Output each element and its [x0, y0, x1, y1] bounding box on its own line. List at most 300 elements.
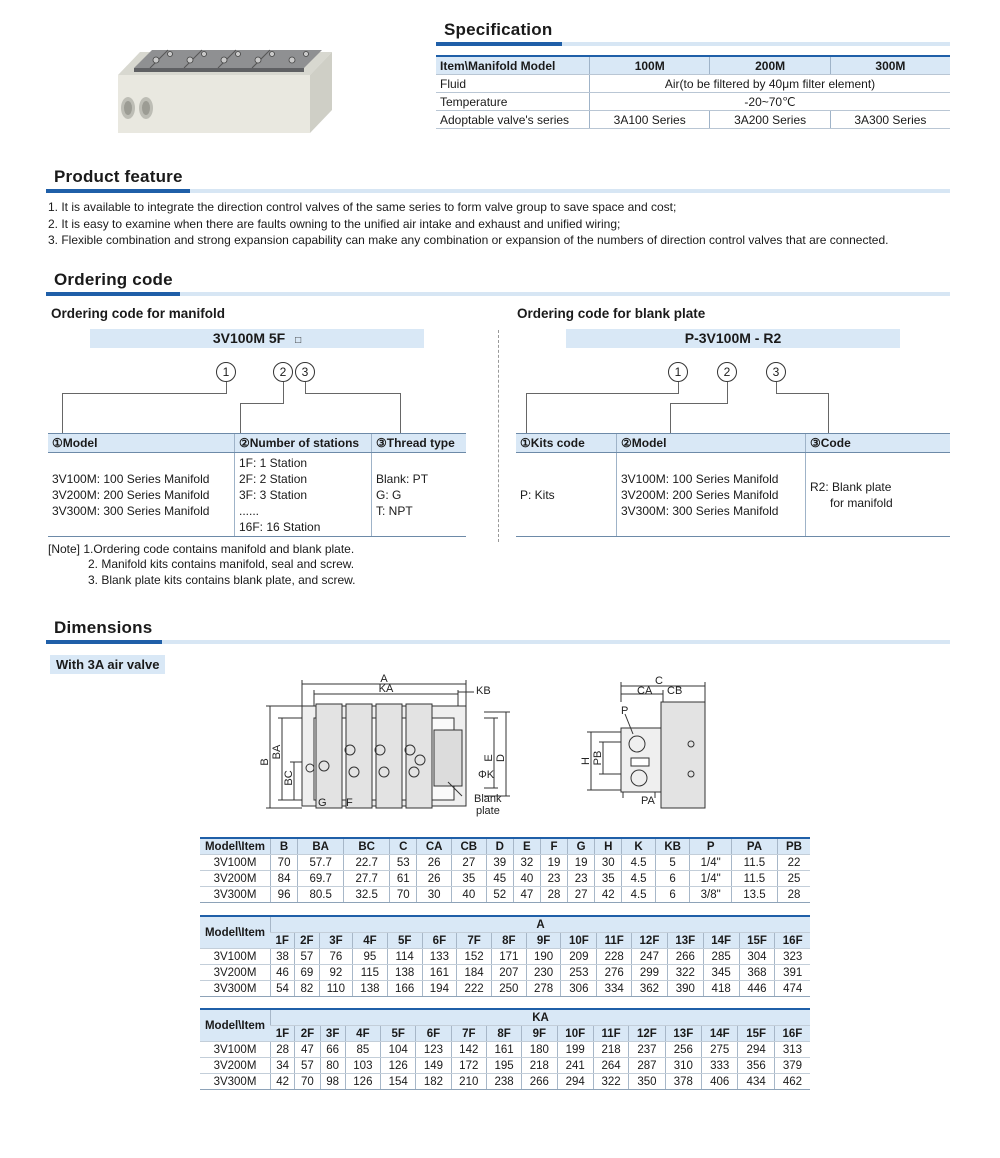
row-model: 3V100M — [200, 855, 271, 871]
table-cell: 84 — [271, 871, 298, 887]
kits-line: P: Kits — [520, 487, 555, 502]
table-cell: 172 — [451, 1058, 486, 1074]
table-cell: 5 — [655, 855, 690, 871]
table-cell: 80.5 — [298, 887, 344, 903]
table2-header-cell: 9F — [526, 933, 561, 949]
table3-header-cell: 11F — [593, 1026, 628, 1042]
table-cell: 53 — [390, 855, 417, 871]
table1-header-row — [200, 838, 810, 855]
table-cell: 11.5 — [731, 871, 777, 887]
table-cell: 114 — [387, 949, 422, 965]
spec-header-100m: 100M — [590, 56, 710, 75]
table-cell: 210 — [451, 1074, 486, 1090]
table1-header-cell: F — [540, 838, 567, 855]
table-cell: 133 — [422, 949, 457, 965]
table-cell: 180 — [522, 1042, 557, 1058]
spec-valve-300: 3A300 Series — [830, 111, 950, 129]
table-cell: 362 — [632, 981, 668, 997]
dimension-table-3 — [200, 1008, 810, 1090]
side-label-ca: CA — [637, 685, 653, 697]
table-cell: 190 — [526, 949, 561, 965]
table3-header-cell: 13F — [665, 1026, 701, 1042]
manifold-col-thread: ③Thread type — [372, 434, 467, 453]
spec-title-bar — [436, 42, 950, 46]
table-cell: 6 — [655, 887, 690, 903]
table-cell: 110 — [319, 981, 352, 997]
spec-table — [436, 55, 950, 129]
table-cell: 379 — [774, 1058, 810, 1074]
row-model: 3V200M — [200, 965, 271, 981]
table-cell: 323 — [775, 949, 810, 965]
feature-title: Product feature — [54, 167, 183, 186]
connector-line — [62, 393, 227, 394]
table-cell: 154 — [381, 1074, 416, 1090]
table2-header-cell: 7F — [457, 933, 492, 949]
table2-header-cell: 10F — [561, 933, 597, 949]
dimension-table-1 — [200, 837, 810, 903]
table-cell: 345 — [703, 965, 739, 981]
table-cell: 38 — [271, 949, 295, 965]
circle-2: 2 — [273, 362, 293, 382]
table-cell: 161 — [486, 1042, 521, 1058]
model-line: 3V100M: 100 Series Manifold — [52, 471, 210, 486]
dim-label-e: E — [483, 754, 495, 762]
table2-header-cell: 12F — [632, 933, 668, 949]
table3-corner: Model\Item — [200, 1009, 271, 1042]
table-cell: 52 — [486, 887, 513, 903]
manifold-code — [90, 329, 424, 348]
table-cell: 80 — [320, 1058, 345, 1074]
table-cell: 32 — [513, 855, 540, 871]
table-cell: 138 — [353, 981, 388, 997]
table2-header-cell: 3F — [319, 933, 352, 949]
dim-label-a: A — [380, 673, 388, 685]
row-model: 3V100M — [200, 1042, 271, 1058]
table3-header-cell: 16F — [774, 1026, 810, 1042]
row-model: 3V100M — [200, 949, 271, 965]
dimensions-title: Dimensions — [54, 618, 153, 637]
manifold-photo — [110, 40, 340, 140]
table-cell: 123 — [416, 1042, 451, 1058]
table-cell: 391 — [775, 965, 810, 981]
table3-header-cell: 12F — [629, 1026, 665, 1042]
table2-header-cell: 14F — [703, 933, 739, 949]
table-cell: 368 — [739, 965, 775, 981]
blank-kits-cell — [516, 453, 617, 537]
table-row — [200, 871, 810, 887]
table-cell: 40 — [513, 871, 540, 887]
table-cell: 35 — [595, 871, 622, 887]
table-cell: 27 — [451, 855, 486, 871]
table-cell: 350 — [629, 1074, 665, 1090]
table-cell: 3/8" — [690, 887, 731, 903]
station-line: 1F: 1 Station — [239, 455, 308, 470]
table-cell: 247 — [632, 949, 668, 965]
table-cell: 40 — [451, 887, 486, 903]
side-label-cb: CB — [667, 685, 683, 697]
row-model: 3V300M — [200, 981, 271, 997]
table-cell: 13.5 — [731, 887, 777, 903]
table2-header-cell: 4F — [353, 933, 388, 949]
table-cell: 266 — [522, 1074, 557, 1090]
spec-header-200m: 200M — [710, 56, 830, 75]
table-cell: 322 — [667, 965, 703, 981]
table2-header-cell: 16F — [775, 933, 810, 949]
table-cell: 22 — [777, 855, 810, 871]
table3-header-cell: 4F — [345, 1026, 380, 1042]
table-cell: 294 — [557, 1074, 593, 1090]
table-cell: 70 — [295, 1074, 320, 1090]
dim-label-ka: KA — [378, 683, 394, 695]
table-cell: 209 — [561, 949, 597, 965]
dim-label-d: D — [495, 754, 507, 762]
spec-valve-100: 3A100 Series — [590, 111, 710, 129]
table2-header-cell: 6F — [422, 933, 457, 949]
table-cell: 184 — [457, 965, 492, 981]
table-cell: 446 — [739, 981, 775, 997]
table-row — [200, 949, 810, 965]
ordering-divider — [498, 330, 499, 542]
table-cell: 149 — [416, 1058, 451, 1074]
table2-header-row — [200, 933, 810, 949]
station-line: 2F: 2 Station — [239, 471, 308, 486]
table-cell: 57 — [295, 1058, 320, 1074]
connector-line — [62, 393, 63, 433]
table-cell: 434 — [738, 1074, 774, 1090]
spec-valve-200: 3A200 Series — [710, 111, 830, 129]
table-cell: 26 — [417, 855, 452, 871]
table1-header-cell: CB — [451, 838, 486, 855]
table2-group: A — [271, 916, 811, 933]
station-line: 16F: 16 Station — [239, 519, 321, 534]
table-cell: 66 — [320, 1042, 345, 1058]
side-label-pb: PB — [592, 750, 604, 766]
table-cell: 19 — [568, 855, 595, 871]
table-cell: 253 — [561, 965, 597, 981]
table-cell: 276 — [597, 965, 632, 981]
station-line: ...... — [239, 503, 260, 518]
table-cell: 218 — [593, 1042, 628, 1058]
table-cell: 47 — [295, 1042, 320, 1058]
blank-code: P-3V100M - R2 — [566, 329, 900, 348]
table-cell: 27.7 — [344, 871, 390, 887]
ordering-title: Ordering code — [54, 270, 173, 289]
table1-header-cell: E — [513, 838, 540, 855]
table-cell: 46 — [271, 965, 295, 981]
code-line: for manifold — [830, 495, 893, 510]
table-cell: 294 — [738, 1042, 774, 1058]
dim-label-blank2: plate — [476, 805, 500, 817]
table-row — [200, 965, 810, 981]
table3-header-cell: 6F — [416, 1026, 451, 1042]
spec-temp-value: -20~70℃ — [590, 93, 951, 111]
table-cell: 199 — [557, 1042, 593, 1058]
table1-header-cell: C — [390, 838, 417, 855]
code-line: R2: Blank plate — [810, 479, 892, 494]
connector-line — [283, 382, 284, 404]
table-cell: 42 — [595, 887, 622, 903]
table-cell: 57.7 — [298, 855, 344, 871]
table-cell: 92 — [319, 965, 352, 981]
table-row — [200, 887, 810, 903]
table-cell: 256 — [665, 1042, 701, 1058]
blank-model-cell — [617, 453, 806, 537]
model-line: 3V300M: 300 Series Manifold — [621, 503, 779, 518]
dim-label-ba: BA — [271, 744, 283, 760]
table-cell: 69.7 — [298, 871, 344, 887]
table-cell: 76 — [319, 949, 352, 965]
manifold-ordering-subtitle: Ordering code for manifold — [51, 306, 226, 321]
dim-label-b: B — [259, 758, 271, 766]
row-model: 3V300M — [200, 1074, 271, 1090]
table-cell: 30 — [417, 887, 452, 903]
table-cell: 126 — [345, 1074, 380, 1090]
table-cell: 30 — [595, 855, 622, 871]
dim-label-bc: BC — [283, 770, 295, 786]
table-cell: 182 — [416, 1074, 451, 1090]
manifold-stations-cell — [235, 453, 372, 537]
blank-ordering-table — [516, 433, 950, 537]
table-cell: 287 — [629, 1058, 665, 1074]
table3-header-cell: 10F — [557, 1026, 593, 1042]
table-cell: 406 — [702, 1074, 738, 1090]
table3-header-cell: 1F — [271, 1026, 295, 1042]
table-cell: 70 — [271, 855, 298, 871]
blank-col-code: ③Code — [806, 434, 951, 453]
table-row — [200, 1058, 810, 1074]
table-cell: 98 — [320, 1074, 345, 1090]
table-cell: 95 — [353, 949, 388, 965]
blank-ordering-subtitle: Ordering code for blank plate — [517, 306, 706, 321]
table-cell: 26 — [417, 871, 452, 887]
table-cell: 161 — [422, 965, 457, 981]
table-cell: 104 — [381, 1042, 416, 1058]
table-cell: 313 — [774, 1042, 810, 1058]
table-cell: 207 — [491, 965, 526, 981]
table-cell: 218 — [522, 1058, 557, 1074]
row-model: 3V200M — [200, 871, 271, 887]
table-cell: 304 — [739, 949, 775, 965]
connector-line — [776, 393, 829, 394]
dim-label-kb: KB — [476, 685, 491, 697]
table-cell: 4.5 — [622, 855, 655, 871]
manifold-model-cell — [48, 453, 235, 537]
connector-line — [400, 393, 401, 433]
table-cell: 275 — [702, 1042, 738, 1058]
table2-header-cell: 15F — [739, 933, 775, 949]
dim-label-blank1: Blank — [474, 793, 502, 805]
table-cell: 194 — [422, 981, 457, 997]
table-cell: 28 — [271, 1042, 295, 1058]
table-cell: 390 — [667, 981, 703, 997]
table3-header-cell: 3F — [320, 1026, 345, 1042]
blank-col-model: ②Model — [617, 434, 806, 453]
table2-header-cell: 11F — [597, 933, 632, 949]
ordering-note-2: 2. Manifold kits contains manifold, seal and screw. — [88, 557, 355, 571]
manifold-thread-cell — [372, 453, 467, 537]
table-row — [200, 1042, 810, 1058]
table3-group: KA — [271, 1009, 811, 1026]
table-cell: 28 — [540, 887, 567, 903]
table-cell: 152 — [457, 949, 492, 965]
table-cell: 462 — [774, 1074, 810, 1090]
spec-valve-label: Adoptable valve's series — [436, 111, 590, 129]
row-model: 3V300M — [200, 887, 271, 903]
table1-header-cell: G — [568, 838, 595, 855]
table-cell: 23 — [568, 871, 595, 887]
model-line: 3V200M: 200 Series Manifold — [621, 487, 779, 502]
ordering-title-bar — [46, 292, 950, 296]
connector-line — [240, 403, 241, 433]
table-cell: 285 — [703, 949, 739, 965]
table-cell: 19 — [540, 855, 567, 871]
feature-item: 3. Flexible combination and strong expansion capability can make any combination or expansion of the numbers of direction control valves that are connected. — [48, 233, 889, 247]
table-cell: 4.5 — [622, 871, 655, 887]
table-row — [200, 981, 810, 997]
side-label-pa: PA — [641, 795, 655, 807]
table-cell: 138 — [387, 965, 422, 981]
table1-header-cell: PB — [777, 838, 810, 855]
table3-header-cell: 8F — [486, 1026, 521, 1042]
table3-header-cell: 5F — [381, 1026, 416, 1042]
table3-header-cell: 2F — [295, 1026, 320, 1042]
table3-header-cell: 9F — [522, 1026, 557, 1042]
table-cell: 171 — [491, 949, 526, 965]
circle-2: 2 — [717, 362, 737, 382]
table-cell: 266 — [667, 949, 703, 965]
connector-line — [670, 403, 728, 404]
table-row — [200, 855, 810, 871]
side-label-h: H — [580, 757, 592, 765]
table-cell: 250 — [491, 981, 526, 997]
table1-header-cell: PA — [731, 838, 777, 855]
feature-item: 2. It is easy to examine when there are faults owning to the unified air intake and exhaust and unified wiring; — [48, 216, 621, 231]
table-cell: 11.5 — [731, 855, 777, 871]
table-cell: 166 — [387, 981, 422, 997]
table3-header-cell: 14F — [702, 1026, 738, 1042]
table3-header-cell: 7F — [451, 1026, 486, 1042]
table-row — [200, 1074, 810, 1090]
table-cell: 4.5 — [622, 887, 655, 903]
table2-header-cell: 1F — [271, 933, 295, 949]
table-cell: 1/4" — [690, 855, 731, 871]
table-cell: 32.5 — [344, 887, 390, 903]
connector-line — [828, 393, 829, 433]
connector-line — [526, 393, 679, 394]
table-cell: 333 — [702, 1058, 738, 1074]
connector-line — [526, 393, 527, 433]
table-cell: 54 — [271, 981, 295, 997]
connector-line — [240, 403, 284, 404]
model-line: 3V200M: 200 Series Manifold — [52, 487, 210, 502]
spec-title: Specification — [444, 20, 553, 39]
connector-line — [305, 393, 401, 394]
station-line: 3F: 3 Station — [239, 487, 308, 502]
spec-fluid-label: Fluid — [436, 75, 590, 93]
table2-header-cell: 8F — [491, 933, 526, 949]
table1-header-cell: B — [271, 838, 298, 855]
manifold-code-text: 3V100M 5F — [212, 330, 286, 346]
table1-header-cell: K — [622, 838, 655, 855]
table1-corner: Model\Item — [200, 838, 271, 855]
model-line: 3V300M: 300 Series Manifold — [52, 503, 210, 518]
table-cell: 237 — [629, 1042, 665, 1058]
table2-header-cell: 5F — [387, 933, 422, 949]
manifold-col-model: ①Model — [48, 434, 235, 453]
table-cell: 45 — [486, 871, 513, 887]
table-cell: 356 — [738, 1058, 774, 1074]
front-view-drawing — [258, 672, 528, 822]
ordering-note-3: 3. Blank plate kits contains blank plate, and screw. — [88, 573, 356, 587]
thread-line: T: NPT — [376, 503, 413, 518]
side-view-drawing — [575, 672, 715, 812]
feature-list — [48, 199, 889, 249]
table-cell: 35 — [451, 871, 486, 887]
table-cell: 310 — [665, 1058, 701, 1074]
table-cell: 306 — [561, 981, 597, 997]
spec-temp-label: Temperature — [436, 93, 590, 111]
connector-line — [670, 403, 671, 433]
table-cell: 85 — [345, 1042, 380, 1058]
dim-label-g: G — [318, 797, 327, 809]
dimensions-title-bar — [46, 640, 950, 644]
spec-header-item: Item\Manifold Model — [436, 56, 590, 75]
table-cell: 299 — [632, 965, 668, 981]
table2-header-cell: 2F — [294, 933, 319, 949]
dimension-table-2 — [200, 915, 810, 997]
feature-item: 1. It is available to integrate the direction control valves of the same series to form valve group to save space and cost; — [48, 200, 677, 214]
dim-label-f: F — [346, 797, 353, 809]
table-cell: 96 — [271, 887, 298, 903]
table-cell: 278 — [526, 981, 561, 997]
spec-fluid-value: Air(to be filtered by 40μm filter element) — [590, 75, 951, 93]
table3-header-row — [200, 1026, 810, 1042]
table3-header-cell: 15F — [738, 1026, 774, 1042]
table-cell: 264 — [593, 1058, 628, 1074]
table-cell: 142 — [451, 1042, 486, 1058]
table1-header-cell: P — [690, 838, 731, 855]
table-cell: 103 — [345, 1058, 380, 1074]
feature-title-bar — [46, 189, 950, 193]
table-cell: 322 — [593, 1074, 628, 1090]
table-cell: 39 — [486, 855, 513, 871]
table1-header-cell: BA — [298, 838, 344, 855]
circle-1: 1 — [216, 362, 236, 382]
side-label-p: P — [621, 705, 629, 717]
table-cell: 47 — [513, 887, 540, 903]
table2-header-cell: 13F — [667, 933, 703, 949]
table1-header-cell: D — [486, 838, 513, 855]
spec-header-300m: 300M — [830, 56, 950, 75]
table-cell: 23 — [540, 871, 567, 887]
table-cell: 418 — [703, 981, 739, 997]
table-cell: 61 — [390, 871, 417, 887]
table-cell: 27 — [568, 887, 595, 903]
table-cell: 42 — [271, 1074, 295, 1090]
table-cell: 34 — [271, 1058, 295, 1074]
table-cell: 70 — [390, 887, 417, 903]
table-cell: 228 — [597, 949, 632, 965]
table-cell: 195 — [486, 1058, 521, 1074]
connector-line — [727, 382, 728, 404]
side-label-c: C — [655, 675, 663, 687]
table-cell: 22.7 — [344, 855, 390, 871]
table-cell: 126 — [381, 1058, 416, 1074]
ordering-note-1: [Note] 1.Ordering code contains manifold and blank plate. — [48, 542, 355, 556]
table-cell: 241 — [557, 1058, 593, 1074]
table1-header-cell: H — [595, 838, 622, 855]
table1-header-cell: KB — [655, 838, 690, 855]
